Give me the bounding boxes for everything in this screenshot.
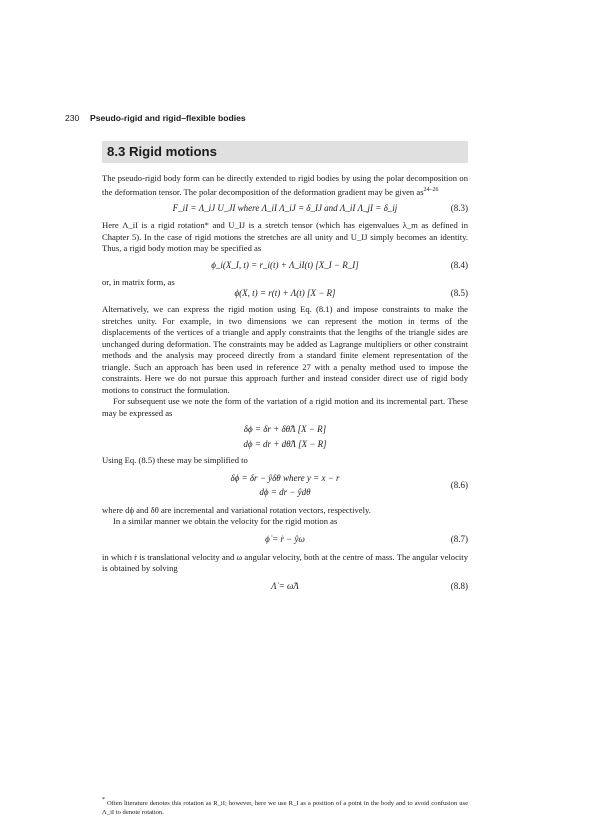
section-title: 8.3 Rigid motions [107,144,217,159]
paragraph: in which ṙ is translational velocity and ω angular velocity, both at the centre of mass. The angular velocity is obtained by solving [102,551,468,573]
paragraph: Alternatively, we can express the rigid motion using Eq. (8.1) and impose constraints to make the stretches unity. For example, in two dimensions we can represent the motion in terms of the displacements of the vertices of a triangle and apply constraints that the lengths of the triangle sides are unchanged during deformation. The constraints may be added as Lagrange multipliers or other constraint methods and the analysis may proceed directly from a standard finite element representation of the triangle. Such an approach has been used in reference 27 with a penalty method used to impose the constraints. Here we do not pursue this approach further and instead consider direct use of rigid body motions to construct the formulation. [102,304,468,395]
equation-8-6: δϕ = δr − ŷδθ where y = x − r dϕ = dr − ŷdθ (8.6) [230,472,468,497]
variation-equations: δϕ = δr + δθ̂Λ [X − R] dϕ = dr + dθ̂Λ [X − R] [243,424,327,449]
running-title: Pseudo-rigid and rigid–flexible bodies [90,113,246,123]
equation-number: (8.4) [450,259,468,270]
paragraph: or, in matrix form, as [102,276,175,287]
paragraph: Here Λ_iI is a rigid rotation* and U_IJ is a stretch tensor (which has eigenvalues λ_m as defined in Chapter 5). In the case of rigid motions the stretches are all unity and U_IJ simply becomes an identity. Thus, a rigid body motion may be specified as [102,220,468,253]
equation-number: (8.6) [450,479,468,490]
paragraph: Using Eq. (8.5) these may be simplified to [102,455,248,465]
equation-8-5: ϕ(X, t) = r(t) + Λ(t) [X − R] (8.5) [234,288,468,298]
equation-number: (8.7) [450,533,468,544]
equation-number: (8.8) [450,580,468,591]
equation-8-7: ϕ̇ = ṙ − ŷω (8.7) [265,533,468,544]
paragraph: For subsequent use we note the form of the variation of a rigid motion and its incremental part. These may be expressed as [102,396,468,418]
paragraph: where dϕ and δθ are incremental and variational rotation vectors, respectively. [102,504,371,515]
body-text [102,173,468,597]
page-number: 230 [65,113,80,123]
equation-8-4: ϕ_i(X_I, t) = r_i(t) + Λ_iI(t) [X_I − R_I] (8.4) [211,259,468,270]
reference-marker: 24–26 [423,186,439,193]
paragraph: The pseudo-rigid body form can be directly extended to rigid bodies by using the polar decomposition on the deformation tensor. The polar decomposition of the deformation gradient may be given $as^{24-26}$ [102,173,468,197]
equation-number: (8.5) [450,288,468,298]
footnote [102,796,468,817]
section-heading [102,141,468,163]
equation-8-8: Λ̇ = ω̂Λ (8.8) [271,580,468,591]
paragraph: In a similar manner we obtain the velocity for the rigid motion as [113,516,338,526]
equation-number: (8.3) [450,203,468,213]
equation-8-3: F_iI = Λ_iJ U_JI where Λ_iI Λ_iJ = δ_IJ and Λ_iI Λ_jI = δ_ij (8.3) [172,203,468,213]
footnote-text: Often literature denotes this rotation as R_iI; however, here we use R_I as a position of a point in the body and to avoid confusion use Λ_iI to denote rotation. [102,800,468,816]
footnote-marker: * [102,797,105,803]
